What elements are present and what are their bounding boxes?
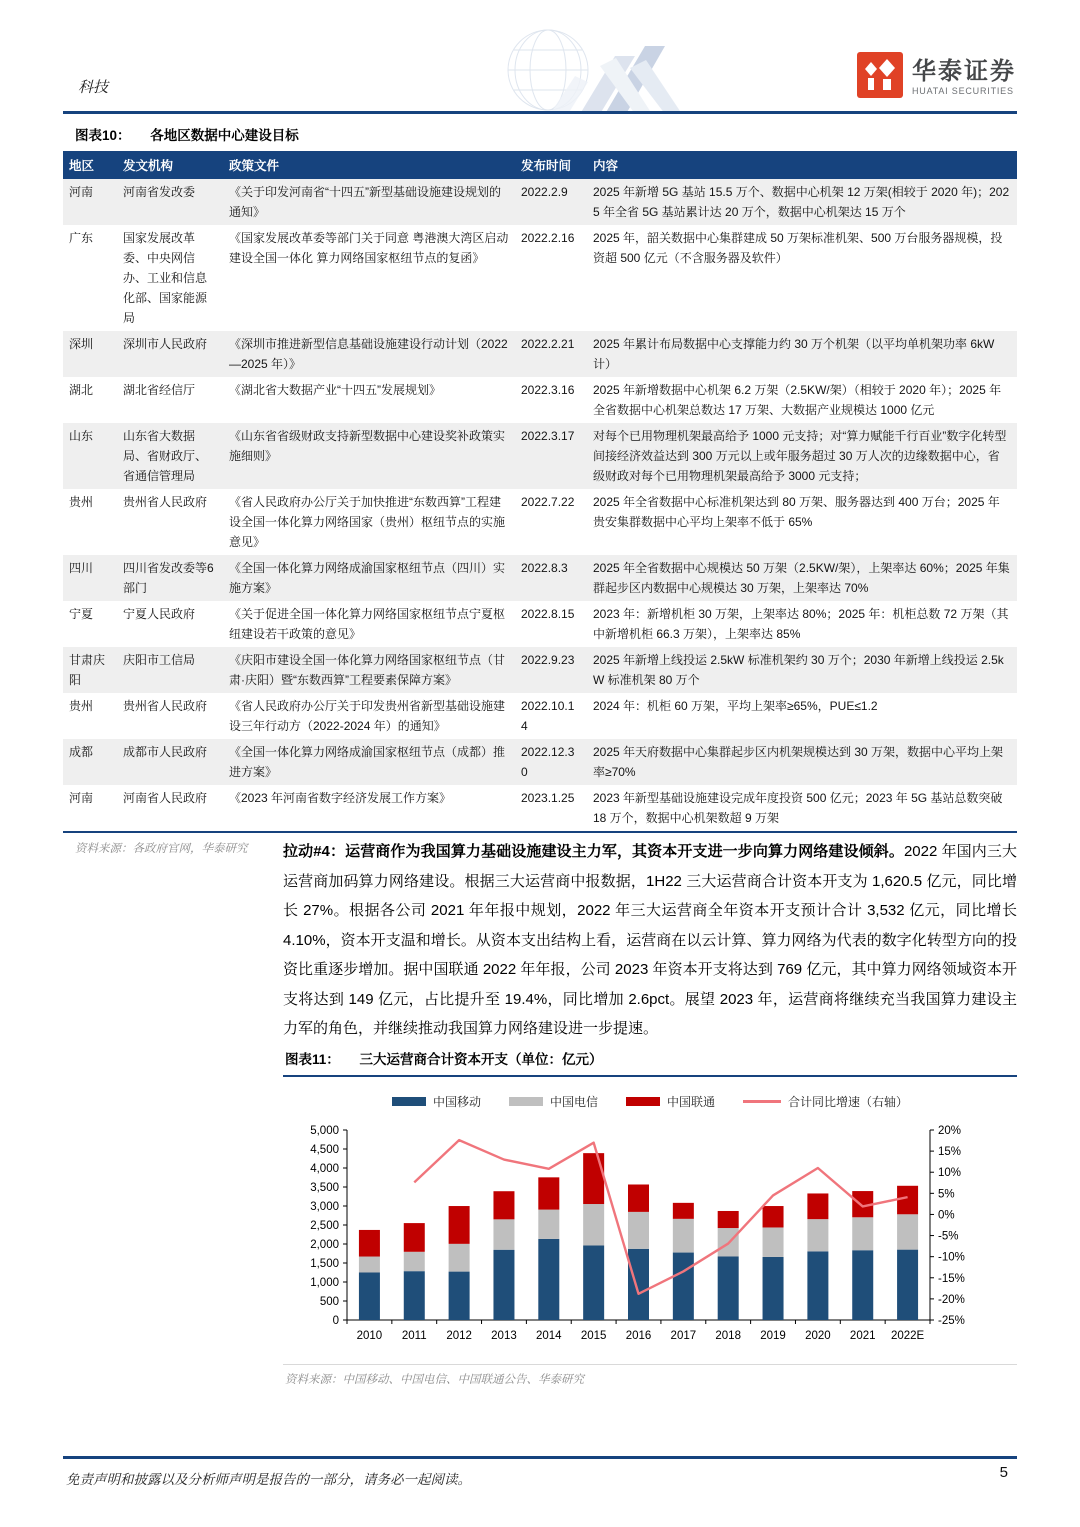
bar-segment xyxy=(718,1257,739,1320)
cell-agency: 贵州省人民政府 xyxy=(123,699,208,713)
bar-segment xyxy=(852,1250,873,1320)
bar-segment xyxy=(583,1153,604,1204)
x-axis-label: 2015 xyxy=(580,1330,607,1342)
bar-segment xyxy=(583,1245,604,1320)
cell-doc: 《省人民政府办公厅关于印发贵州省新型基础设施建设三年行动方（2022-2024 年）的通知》 xyxy=(229,699,506,733)
cell-doc: 《全国一体化算力网络成渝国家枢纽节点（成都）推进方案》 xyxy=(229,745,506,779)
left-axis-label: 5,000 xyxy=(310,1125,339,1137)
bar-segment xyxy=(538,1177,559,1209)
bar-segment xyxy=(359,1257,380,1273)
cell-agency: 深圳市人民政府 xyxy=(123,337,208,351)
cell-date: 2022.10.14 xyxy=(521,699,575,733)
cell-agency: 四川省发改委等6部门 xyxy=(123,561,214,595)
figure-11-title xyxy=(285,1048,1017,1068)
bar-segment xyxy=(807,1219,828,1251)
cell-agency: 湖北省经信厅 xyxy=(123,383,196,397)
cell-date: 2022.12.30 xyxy=(521,745,575,779)
policy-table xyxy=(63,151,1017,833)
cell-doc: 《2023 年河南省数字经济发展工作方案》 xyxy=(229,791,452,805)
figure-11-caption: 三大运营商合计资本开支（单位：亿元） xyxy=(359,1052,603,1067)
cell-agency: 国家发展改革委、中央网信办、工业和信息化部、国家能源局 xyxy=(123,231,208,325)
legend-item xyxy=(509,1093,598,1110)
legend-line-swatch-icon xyxy=(743,1100,781,1103)
legend-bar-swatch-icon xyxy=(509,1097,543,1106)
cell-content: 2025 年新增上线投运 2.5kW 标准机架约 30 万个；2030 年新增上线投运 2.5kW 标准机架 80 万个 xyxy=(593,653,1004,687)
right-axis-label: -10% xyxy=(938,1251,965,1264)
x-axis-label: 2013 xyxy=(491,1330,517,1342)
legend-item xyxy=(392,1093,481,1110)
growth-line xyxy=(414,1140,907,1294)
x-axis-label: 2010 xyxy=(356,1330,383,1342)
footer-disclaimer: 免责声明和披露以及分析师声明是报告的一部分，请务必一起阅读。 xyxy=(66,1472,471,1488)
cell-date: 2022.9.23 xyxy=(521,653,575,667)
left-axis-label: 2,500 xyxy=(310,1220,339,1232)
cell-content: 2025 年全省数据中心标准机架达到 80 万架、服务器达到 400 万台；2025 年贵安集群数据中心平均上架率不低于 65% xyxy=(593,495,1000,529)
bar-segment xyxy=(538,1239,559,1320)
cell-content: 2025 年天府数据中心集群起步区内机架规模达到 30 万架，数据中心平均上架率≥70% xyxy=(593,745,1004,779)
legend-label: 中国移动 xyxy=(432,1095,481,1109)
bar-segment xyxy=(538,1210,559,1239)
cell-region: 贵州 xyxy=(69,495,94,509)
column-header-agency: 发文机构 xyxy=(117,151,223,179)
x-axis-label: 2021 xyxy=(849,1330,876,1342)
bar-segment xyxy=(763,1257,784,1320)
bar-segment xyxy=(673,1253,694,1320)
bar-segment xyxy=(359,1273,380,1321)
column-header-date: 发布时间 xyxy=(515,151,587,179)
column-header-doc: 政策文件 xyxy=(223,151,515,179)
cell-date: 2023.1.25 xyxy=(521,791,575,805)
cell-doc: 《山东省省级财政支持新型数据中心建设奖补政策实施细则》 xyxy=(229,429,506,463)
figure-11-divider xyxy=(283,1075,1017,1077)
figure-10-title xyxy=(75,124,1017,144)
section-label: 科技 xyxy=(78,78,109,96)
cell-content: 2025 年新增 5G 基站 15.5 万个、数据中心机架 12 万架(相较于 2020 年)；2025 年全省 5G 基站累计达 20 万个，数据中心机架达 15 万个 xyxy=(593,185,1010,219)
bar-segment xyxy=(763,1227,784,1256)
bar-segment xyxy=(852,1217,873,1250)
cell-doc: 《庆阳市建设全国一体化算力网络国家枢纽节点（甘肃·庆阳）暨“东数西算”工程要素保障方案》 xyxy=(229,653,506,687)
bar-segment xyxy=(404,1271,425,1320)
cell-region: 甘肃庆阳 xyxy=(69,653,106,687)
chart-legend xyxy=(283,1093,1017,1110)
cell-agency: 成都市人民政府 xyxy=(123,745,208,759)
right-axis-label: -15% xyxy=(938,1272,965,1285)
bar-segment xyxy=(628,1212,649,1249)
bar-segment xyxy=(807,1251,828,1320)
figure-11-section xyxy=(283,1048,1017,1387)
right-axis-label: 20% xyxy=(938,1125,962,1137)
cell-content: 对每个已用物理机架最高给予 1000 元支持；对“算力赋能千行百业”数字化转型间接经济效益达到 300 万元以上或年服务超过 30 万人次的边缘数据中心，省级财政对每个已用物理机架最高给予 3000 元支持； xyxy=(593,429,1007,483)
policy-table-body xyxy=(63,179,1017,832)
right-axis-label: -20% xyxy=(938,1293,965,1306)
legend-label: 中国联通 xyxy=(667,1095,716,1109)
cell-region: 贵州 xyxy=(69,699,94,713)
cell-region: 宁夏 xyxy=(69,607,94,621)
cell-doc: 《湖北省大数据产业“十四五”发展规划》 xyxy=(229,383,441,397)
cell-agency: 河南省发改委 xyxy=(123,185,196,199)
legend-label: 合计同比增速（右轴） xyxy=(788,1095,909,1109)
table-row xyxy=(63,647,1017,693)
cell-agency: 贵州省人民政府 xyxy=(123,495,208,509)
table-row xyxy=(63,331,1017,377)
cell-content: 2025 年，韶关数据中心集群建成 50 万架标准机架、500 万台服务器规模，投资超 500 亿元（不含服务器及软件） xyxy=(593,231,1003,265)
cell-date: 2022.2.16 xyxy=(521,231,575,245)
policy-table-header xyxy=(63,151,1017,179)
bar-segment xyxy=(493,1219,514,1249)
column-header-region: 地区 xyxy=(63,151,117,179)
x-axis-label: 2012 xyxy=(446,1330,472,1342)
cell-date: 2022.7.22 xyxy=(521,495,575,509)
paragraph-lead: 拉动#4：运营商作为我国算力基础设施建设主力军，其资本开支进一步向算力网络建设倾斜。 xyxy=(283,843,904,860)
cell-region: 深圳 xyxy=(69,337,94,351)
cell-doc: 《关于印发河南省“十四五”新型基础设施建设规划的通知》 xyxy=(229,185,501,219)
body-paragraph xyxy=(283,837,1017,1044)
brand-logo xyxy=(857,52,1016,103)
table-row xyxy=(63,693,1017,739)
bar-segment xyxy=(404,1223,425,1252)
right-axis-label: 10% xyxy=(938,1167,962,1180)
x-axis-label: 2016 xyxy=(625,1330,652,1342)
cell-content: 2025 年累计布局数据中心支撑能力约 30 万个机架（以平均单机架功率 6kW 计） xyxy=(593,337,995,371)
x-axis-label: 2014 xyxy=(536,1330,562,1342)
cell-agency: 河南省人民政府 xyxy=(123,791,208,805)
table-row xyxy=(63,423,1017,489)
footer-divider xyxy=(63,1456,1017,1459)
brand-name-cn: 华泰证券 xyxy=(912,58,1016,85)
right-axis-label: 5% xyxy=(938,1188,955,1201)
header-divider xyxy=(63,111,1017,114)
x-axis-label: 2018 xyxy=(715,1330,741,1342)
cell-content: 2025 年新增数据中心机架 6.2 万架（2.5KW/架）（相较于 2020 年）；2025 年全省数据中心机架总数达 17 万架、大数据产业规模达 1000 亿元 xyxy=(593,383,1002,417)
left-axis-label: 0 xyxy=(332,1315,339,1327)
legend-item xyxy=(743,1093,908,1110)
cell-content: 2023 年：新增机柜 30 万架，上架率达 80%；2025 年：机柜总数 72 万架（其中新增机柜 66.3 万架），上架率达 85% xyxy=(593,607,1009,641)
cell-doc: 《国家发展改革委等部门关于同意 粤港澳大湾区启动建设全国一体化 算力网络国家枢纽节点的复函》 xyxy=(229,231,509,265)
figure-10-label: 图表10： xyxy=(75,128,131,143)
cell-region: 湖北 xyxy=(69,383,94,397)
cell-content: 2025 年全省数据中心规模达 50 万架（2.5KW/架），上架率达 60%；2025 年集群起步区内数据中心规模达 30 万架，上架率达 70% xyxy=(593,561,1010,595)
bar-segment xyxy=(404,1252,425,1271)
bar-segment xyxy=(763,1206,784,1227)
x-axis-label: 2020 xyxy=(805,1330,831,1342)
table-row xyxy=(63,489,1017,555)
left-axis-label: 4,000 xyxy=(310,1163,339,1175)
x-axis-label: 2019 xyxy=(760,1330,786,1342)
x-axis-label: 2017 xyxy=(670,1330,697,1342)
left-axis-label: 2,000 xyxy=(310,1239,339,1251)
column-header-content: 内容 xyxy=(587,151,1017,179)
cell-content: 2024 年：机柜 60 万架，平均上架率≥65%，PUE≤1.2 xyxy=(593,699,878,713)
right-axis-label: 0% xyxy=(938,1209,955,1222)
legend-label: 中国电信 xyxy=(549,1095,598,1109)
left-axis-label: 4,500 xyxy=(310,1144,339,1156)
bar-segment xyxy=(449,1272,470,1320)
bar-segment xyxy=(583,1204,604,1245)
bar-segment xyxy=(897,1250,918,1320)
cell-agency: 庆阳市工信局 xyxy=(123,653,196,667)
figure-11-label: 图表11： xyxy=(285,1052,340,1067)
table-row xyxy=(63,377,1017,423)
cell-date: 2022.2.9 xyxy=(521,185,568,199)
table-row xyxy=(63,785,1017,832)
huatai-logo-icon xyxy=(857,52,903,103)
cell-date: 2022.2.21 xyxy=(521,337,575,351)
cell-agency: 宁夏人民政府 xyxy=(123,607,196,621)
left-axis-label: 500 xyxy=(319,1296,339,1308)
cell-date: 2022.3.17 xyxy=(521,429,575,443)
cell-doc: 《全国一体化算力网络成渝国家枢纽节点（四川）实施方案》 xyxy=(229,561,506,595)
left-axis-label: 1,000 xyxy=(310,1277,339,1289)
bar-segment xyxy=(673,1219,694,1253)
brand-text xyxy=(912,59,1016,96)
left-axis-label: 3,000 xyxy=(310,1201,339,1213)
paragraph-body: 2022 年国内三大运营商加码算力网络建设。根据三大运营商中报数据，1H22 三大运营商合计资本开支为 1,620.5 亿元，同比增长 27%。根据各公司 2021 年年报中规划，2022 年三大运营商全年资本开支预计合计 3,532 亿元，同比增长 4.10%，资本开支温和增长。从资本支出结构上看，运营商在以云计算、算力网络为代表的数字化转型方向的投资比重逐步增加。据中国联通 2022 年年报，公司 2023 年资本开支将达到 769 亿元，其中算力网络领域资本开支将达到 149 亿元，占比提升至 19.4%，同比增加 2.6pct。展望 2023 年，运营商将继续充当我国算力建设主力军的角色，并继续推动我国算力网络建设进一步提速。 xyxy=(283,843,1017,1037)
cell-doc: 《关于促进全国一体化算力网络国家枢纽节点宁夏枢纽建设若干政策的意见》 xyxy=(229,607,506,641)
cell-region: 山东 xyxy=(69,429,94,443)
cell-region: 四川 xyxy=(69,561,94,575)
legend-bar-swatch-icon xyxy=(392,1097,426,1106)
bar-segment xyxy=(673,1203,694,1219)
bar-segment xyxy=(628,1184,649,1211)
table-row xyxy=(63,225,1017,331)
left-axis-label: 1,500 xyxy=(310,1258,339,1270)
cell-date: 2022.8.3 xyxy=(521,561,568,575)
cell-region: 成都 xyxy=(69,745,94,759)
bar-segment xyxy=(897,1186,918,1215)
bar-segment xyxy=(628,1249,649,1320)
right-axis-label: -5% xyxy=(938,1230,959,1243)
cell-doc: 《深圳市推进新型信息基础设施建设行动计划（2022—2025 年）》 xyxy=(229,337,508,371)
right-axis-label: 15% xyxy=(938,1146,962,1159)
cell-doc: 《省人民政府办公厅关于加快推进“东数西算”工程建设全国一体化算力网络国家（贵州）枢纽节点的实施意见》 xyxy=(229,495,506,549)
brand-name-en: HUATAI SECURITIES xyxy=(912,86,1014,96)
table-row xyxy=(63,179,1017,225)
legend-bar-swatch-icon xyxy=(626,1097,660,1106)
bar-segment xyxy=(493,1191,514,1219)
bar-segment xyxy=(897,1214,918,1249)
capex-chart-svg xyxy=(283,1114,1017,1356)
cell-content: 2023 年新型基础设施建设完成年度投资 500 亿元；2023 年 5G 基站总数突破 18 万个，数据中心机架数超 9 万架 xyxy=(593,791,1003,825)
right-axis-label: -25% xyxy=(938,1315,965,1327)
bar-segment xyxy=(807,1193,828,1219)
bar-segment xyxy=(718,1211,739,1228)
bar-segment xyxy=(449,1244,470,1272)
cell-agency: 山东省大数据局、省财政厅、省通信管理局 xyxy=(123,429,208,483)
left-axis-label: 3,500 xyxy=(310,1182,339,1194)
figure-10-caption: 各地区数据中心建设目标 xyxy=(150,128,299,143)
cell-date: 2022.3.16 xyxy=(521,383,575,397)
page-number: 5 xyxy=(999,1464,1008,1481)
x-axis-label: 2022E xyxy=(890,1330,925,1342)
table-source: 资料来源：各政府官网，华泰研究 xyxy=(75,841,248,855)
cell-date: 2022.8.15 xyxy=(521,607,575,621)
cell-region: 河南 xyxy=(69,185,94,199)
cell-region: 河南 xyxy=(69,791,94,805)
bar-segment xyxy=(449,1206,470,1244)
table-row xyxy=(63,739,1017,785)
bar-segment xyxy=(493,1250,514,1320)
table-row xyxy=(63,555,1017,601)
cell-region: 广东 xyxy=(69,231,94,245)
table-row xyxy=(63,601,1017,647)
bar-segment xyxy=(359,1230,380,1257)
legend-item xyxy=(626,1093,715,1110)
figure-10-section xyxy=(63,124,1017,856)
watermark-graphic xyxy=(430,26,730,114)
chart-source: 资料来源：中国移动、中国电信、中国联通公告、华泰研究 xyxy=(283,1364,1017,1387)
x-axis-label: 2011 xyxy=(401,1330,427,1342)
